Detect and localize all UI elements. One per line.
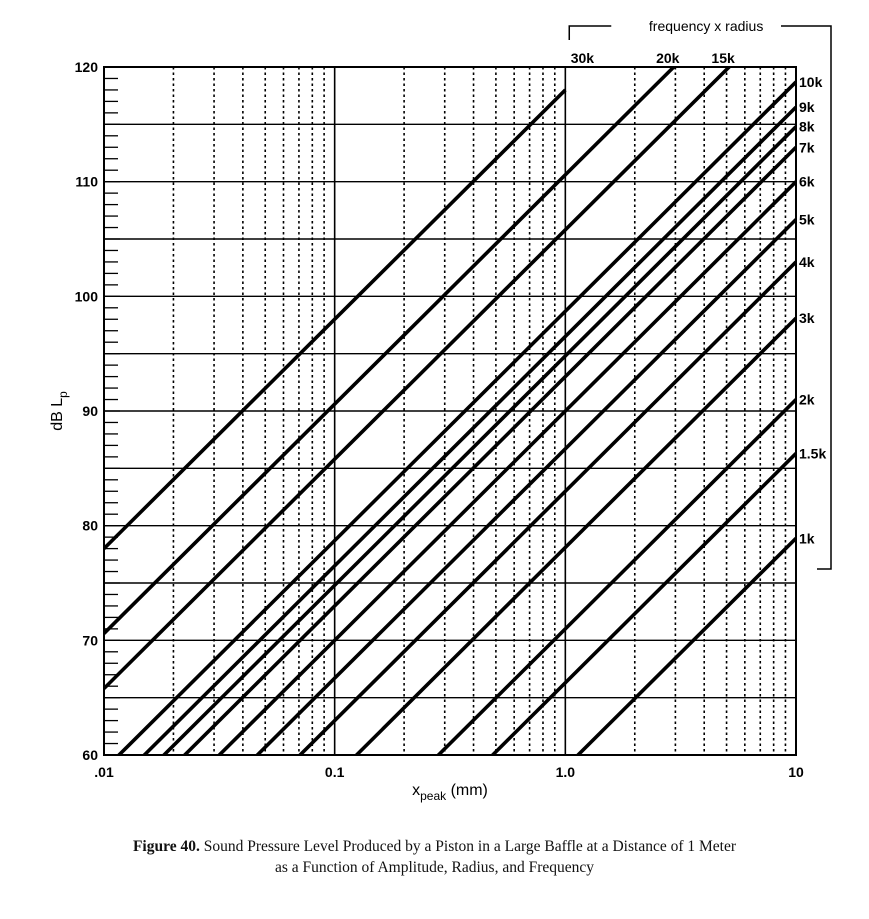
x-axis-label bbox=[412, 782, 488, 803]
labels bbox=[75, 50, 827, 780]
series-line-15k bbox=[104, 0, 796, 688]
series-line-3k bbox=[104, 318, 796, 830]
y-axis-label-sub: p bbox=[56, 391, 70, 398]
y-tick-label: 70 bbox=[82, 632, 98, 649]
y-tick-label: 60 bbox=[82, 747, 98, 763]
caption-label: Figure 40. bbox=[132, 838, 200, 855]
series-label-5k: 5k bbox=[799, 211, 815, 228]
grid bbox=[104, 67, 796, 755]
legend-bracket bbox=[569, 26, 831, 569]
y-tick-label: 120 bbox=[74, 59, 98, 75]
x-tick-label: 10 bbox=[788, 764, 804, 780]
series-label-20k: 20k bbox=[656, 50, 680, 66]
legend-title: frequency x radius bbox=[648, 18, 764, 34]
x-tick-label: 0.1 bbox=[324, 764, 345, 780]
series-label-2k: 2k bbox=[799, 391, 815, 408]
series-line-8k bbox=[104, 127, 796, 815]
y-axis-label-main: dB L bbox=[49, 397, 66, 431]
x-axis-label-main: x bbox=[412, 782, 421, 799]
series-label-8k: 8k bbox=[799, 118, 815, 135]
series-label-9k: 9k bbox=[799, 99, 815, 116]
series-label-4k: 4k bbox=[799, 253, 815, 270]
x-tick-label: 1.0 bbox=[555, 764, 576, 780]
caption-line-1: Sound Pressure Level Produced by a Piston in a Large Baffle at a Distance of 1 Meter bbox=[203, 838, 737, 855]
series-label-6k: 6k bbox=[799, 173, 815, 190]
y-tick-label: 110 bbox=[75, 173, 98, 190]
series-label-30k: 30k bbox=[570, 50, 595, 66]
series-line-20k bbox=[104, 0, 796, 633]
x-axis-label-sub: peak bbox=[420, 789, 447, 803]
series-label-10k: 10k bbox=[799, 73, 823, 90]
y-axis-label bbox=[49, 391, 70, 431]
series-line-2k bbox=[104, 400, 796, 830]
figure-caption bbox=[0, 836, 869, 878]
y-tick-label: 100 bbox=[74, 288, 98, 305]
caption-line-2: as a Function of Amplitude, Radius, and Frequency bbox=[275, 859, 594, 876]
series-line-9k bbox=[104, 107, 796, 795]
axis-ticks bbox=[104, 67, 120, 755]
series-label-1.5k: 1.5k bbox=[799, 445, 827, 462]
y-tick-label: 80 bbox=[82, 517, 98, 534]
series-label-3k: 3k bbox=[799, 310, 815, 327]
x-tick-label: .01 bbox=[94, 764, 114, 780]
y-tick-label: 90 bbox=[82, 403, 98, 419]
series-label-7k: 7k bbox=[799, 139, 815, 156]
series-line-10k bbox=[104, 82, 796, 770]
series-label-15k: 15k bbox=[711, 50, 735, 66]
x-axis-label-unit: (mm) bbox=[446, 782, 488, 799]
series-label-1k: 1k bbox=[799, 530, 815, 547]
series-line-7k bbox=[104, 147, 796, 830]
